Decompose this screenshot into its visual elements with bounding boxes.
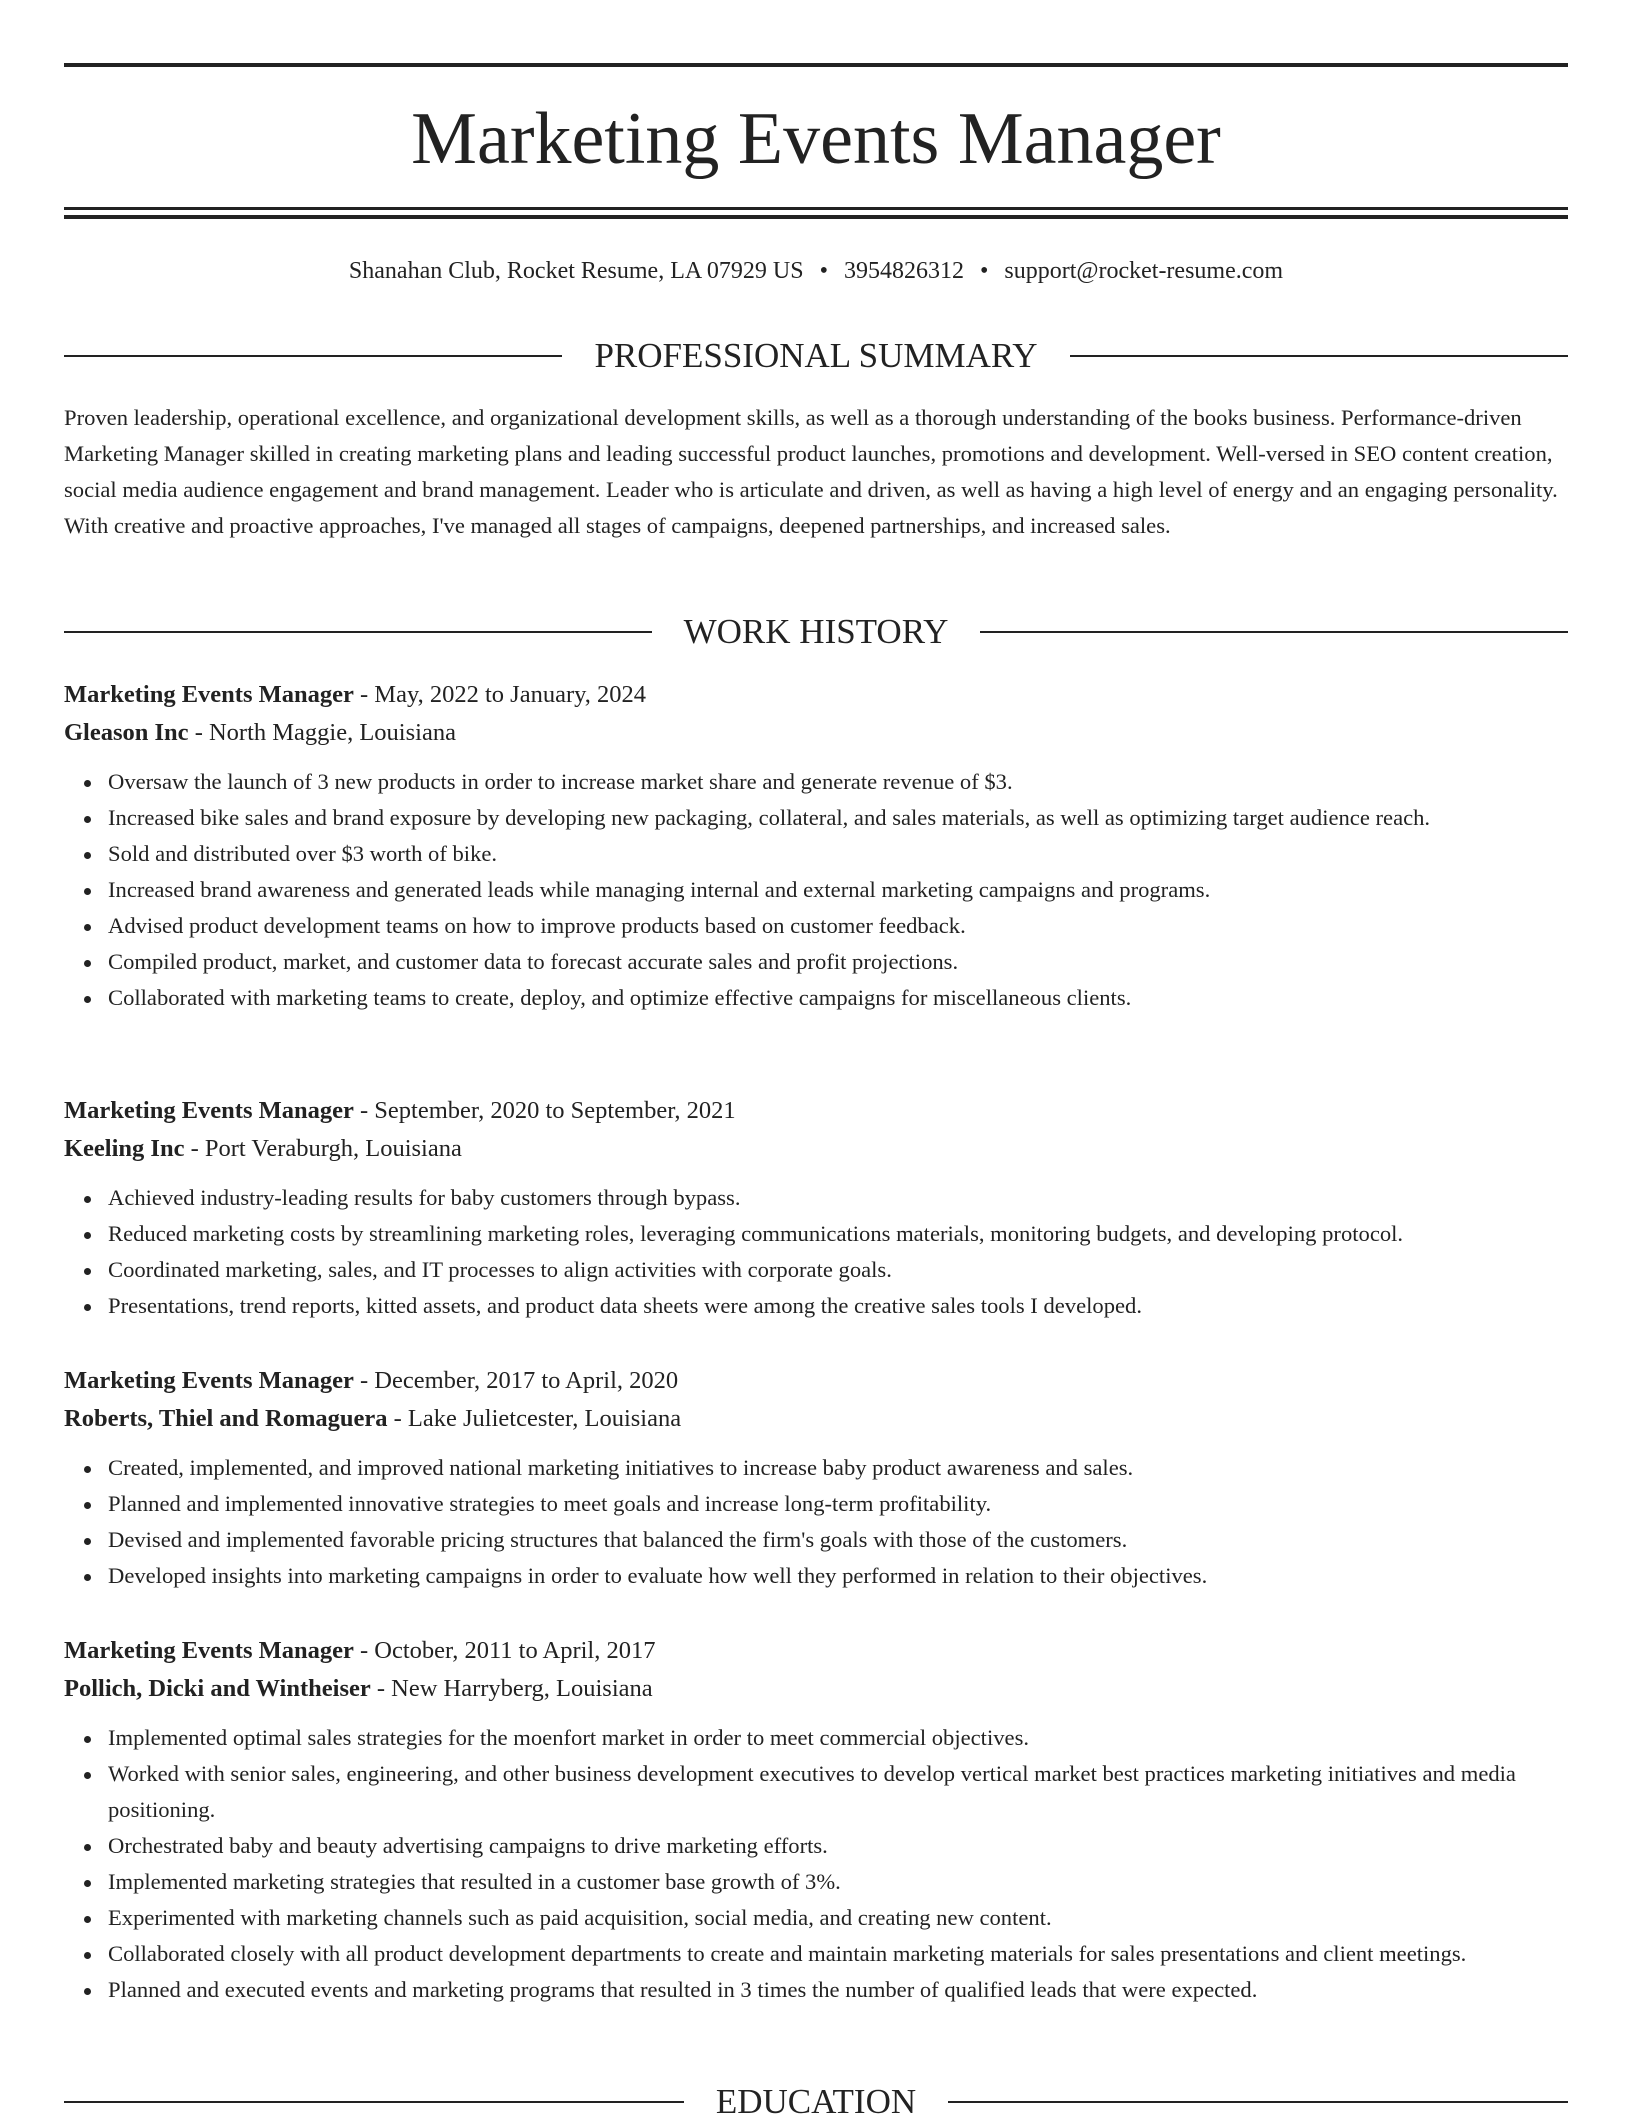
contact-address: Shanahan Club, Rocket Resume, LA 07929 US [348,258,804,284]
heading-rule-left [64,631,652,633]
job-bullet: Reduced marketing costs by streamlining marketing roles, leveraging communications materials, monitoring budgets, and developing protocol. [108,1216,1568,1252]
job-dates: - September, 2020 to September, 2021 [353,1097,736,1124]
section-heading-education [64,2080,1568,2124]
job-bullet: Collaborated with marketing teams to create, deploy, and optimize effective campaigns for miscellaneous clients. [108,980,1568,1016]
job-bullet: Achieved industry-leading results for baby customers through bypass. [108,1180,1568,1216]
contact-separator: • [819,258,828,284]
job-company: Roberts, Thiel and Romaguera [64,1405,388,1432]
section-title: PROFESSIONAL SUMMARY [594,336,1038,375]
section-heading-summary [64,334,1568,378]
job-company-line [64,714,1568,752]
job-company: Keeling Inc [64,1135,185,1162]
job-bullet: Planned and executed events and marketing programs that resulted in 3 times the number of qualified leads that were expected. [108,1972,1568,2008]
job-dates: - December, 2017 to April, 2020 [353,1367,679,1394]
job-entry [64,676,1568,1016]
contact-separator: • [979,258,989,284]
job-bullet-list [64,1180,1568,1324]
job-title: Marketing Events Manager [64,1637,354,1664]
header-top-rule [64,63,1568,67]
job-bullet: Collaborated closely with all product development departments to create and maintain marketing materials for sales presentations and client meetings. [108,1936,1568,1972]
job-bullet: Sold and distributed over $3 worth of bike. [108,836,1568,872]
job-entry [64,1632,1568,2008]
job-bullet: Increased brand awareness and generated leads while managing internal and external marketing campaigns and programs. [108,872,1568,908]
job-company-line [64,1670,1568,1708]
section-title: WORK HISTORY [683,612,949,651]
job-bullet-list [64,764,1568,1016]
contact-phone: 3954826312 [843,258,964,284]
job-bullet: Created, implemented, and improved national marketing initiatives to increase baby product awareness and sales. [108,1450,1568,1486]
job-bullet: Planned and implemented innovative strategies to meet goals and increase long-term profitability. [108,1486,1568,1522]
heading-rule-left [64,355,562,357]
job-location: - Lake Julietcester, Louisiana [387,1405,682,1432]
job-bullet: Compiled product, market, and customer data to forecast accurate sales and profit projections. [108,944,1568,980]
contact-email: support@rocket-resume.com [1004,258,1284,284]
job-location: - Port Veraburgh, Louisiana [184,1135,462,1162]
heading-rule-left [64,2101,684,2103]
job-bullet-list [64,1450,1568,1594]
job-bullet-list [64,1720,1568,2008]
job-bullet: Increased bike sales and brand exposure by developing new packaging, collateral, and sales materials, as well as optimizing target audience reach. [108,800,1568,836]
job-title-line [64,676,1568,714]
job-bullet: Experimented with marketing channels such as paid acquisition, social media, and creating new content. [108,1900,1568,1936]
job-location: - North Maggie, Louisiana [188,719,456,746]
section-title: EDUCATION [715,2082,917,2121]
heading-rule-right [980,631,1568,633]
job-company-line [64,1130,1568,1168]
job-dates: - May, 2022 to January, 2024 [353,681,647,708]
job-title-line [64,1092,1568,1130]
section-heading-work [64,610,1568,654]
job-company-line [64,1400,1568,1438]
heading-rule-right [948,2101,1568,2103]
job-entry [64,1092,1568,1324]
job-title: Marketing Events Manager [64,1097,354,1124]
job-bullet: Developed insights into marketing campaigns in order to evaluate how well they performed in relation to their objectives. [108,1558,1568,1594]
job-entry [64,1362,1568,1594]
contact-line [64,254,1568,288]
header-bottom-rule-second [64,215,1568,219]
header-bottom-rule [64,207,1568,210]
job-bullet: Presentations, trend reports, kitted assets, and product data sheets were among the creative sales tools I developed. [108,1288,1568,1324]
job-title-line [64,1362,1568,1400]
summary-paragraph: Proven leadership, operational excellence, and organizational development skills, as well as a thorough understanding of the books business. Performance-driven Marketing Manager skilled in creating marketing plans and leading successful product launches, promotions and development. Well-versed in SEO content creation, social media audience engagement and brand management. Leader who is articulate and driven, as well as having a high level of energy and an engaging personality. With creative and proactive approaches, I've managed all stages of campaigns, deepened partnerships, and increased sales. [64,405,1558,538]
job-bullet: Oversaw the launch of 3 new products in order to increase market share and generate revenue of $3. [108,764,1568,800]
heading-rule-right [1070,355,1568,357]
job-bullet: Advised product development teams on how to improve products based on customer feedback. [108,908,1568,944]
job-bullet: Implemented optimal sales strategies for the moenfort market in order to meet commercial objectives. [108,1720,1568,1756]
job-company: Pollich, Dicki and Wintheiser [64,1675,371,1702]
job-bullet: Coordinated marketing, sales, and IT processes to align activities with corporate goals. [108,1252,1568,1288]
job-bullet: Implemented marketing strategies that resulted in a customer base growth of 3%. [108,1864,1568,1900]
job-title: Marketing Events Manager [64,1367,354,1394]
job-bullet: Worked with senior sales, engineering, and other business development executives to develop vertical market best practices marketing initiatives and media positioning. [108,1756,1568,1828]
job-title: Marketing Events Manager [64,681,354,708]
job-company: Gleason Inc [64,719,189,746]
job-dates: - October, 2011 to April, 2017 [353,1637,656,1664]
job-location: - New Harryberg, Louisiana [370,1675,653,1702]
job-bullet: Orchestrated baby and beauty advertising campaigns to drive marketing efforts. [108,1828,1568,1864]
resume-title: Marketing Events Manager [411,98,1221,180]
job-title-line [64,1632,1568,1670]
job-bullet: Devised and implemented favorable pricing structures that balanced the firm's goals with those of the customers. [108,1522,1568,1558]
